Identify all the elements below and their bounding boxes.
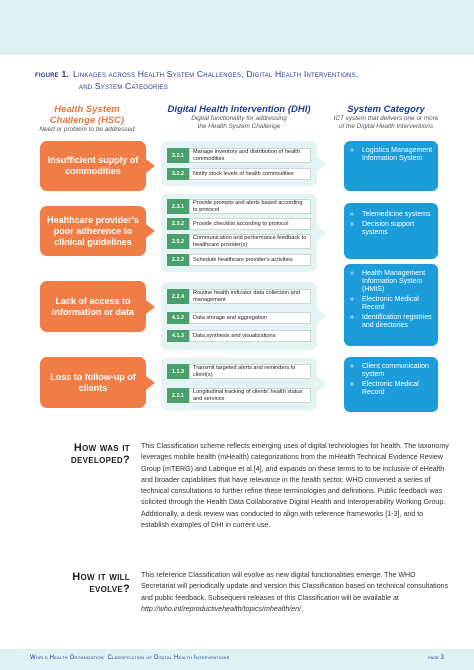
hsc-box: Loss to follow-up of clients	[40, 357, 146, 408]
sys-title: System Category	[347, 104, 425, 115]
dhi-code: 2.3.1	[167, 199, 189, 214]
hsc-subtitle: Need or problem to be addressed	[39, 126, 135, 133]
dhi-title: Digital Health Intervention (DHI)	[167, 104, 311, 115]
dhi-arrow	[317, 156, 326, 172]
chevron-right-icon: »	[350, 270, 354, 277]
hsc-title: Health System	[54, 104, 120, 115]
dhi-text: Notify stock levels of health commodities	[189, 168, 311, 180]
chevron-right-icon: »	[350, 381, 354, 388]
dhi-item	[167, 199, 311, 214]
dhi-text: Data storage and aggregation	[189, 312, 311, 324]
header-band	[0, 0, 474, 55]
system-item: » Identification registries and directories	[350, 314, 432, 329]
hsc-box: Lack of access to information or data	[40, 281, 146, 332]
chevron-right-icon: »	[350, 211, 354, 218]
dhi-item	[167, 254, 311, 266]
dhi-column-header	[163, 104, 315, 131]
dhi-code: 3.2.1	[167, 148, 189, 163]
dhi-arrow	[317, 308, 326, 324]
figure-title-line2: and System Categories	[79, 80, 168, 91]
dhi-item	[167, 218, 311, 230]
dhi-item	[167, 388, 311, 403]
hsc-box: Healthcare provider's poor adherence to clinical guidelines	[40, 206, 146, 256]
dhi-item	[167, 148, 311, 163]
hsc-column-header	[28, 104, 146, 134]
system-item: » Client communication system	[350, 363, 429, 378]
system-item: » Electronic Medical Record	[350, 296, 419, 311]
dhi-text: Routine health indicator data collection and management	[189, 289, 311, 304]
dhi-text: Provide prompts and alerts based according to protocol	[189, 199, 311, 214]
dhi-group	[161, 194, 317, 272]
section-heading	[38, 571, 130, 595]
hsc-arrow	[146, 159, 155, 173]
system-item: » Electronic Medical Record	[350, 381, 419, 396]
page-number: page 3	[428, 655, 444, 661]
system-box	[344, 203, 438, 259]
hsc-arrow	[146, 300, 155, 314]
system-item: » Telemedicine systems	[350, 211, 431, 218]
dhi-code: 3.2.2	[167, 168, 189, 180]
section-heading-line2: developed?	[70, 454, 130, 466]
section-body: This reference Classification will evolve as new digital functionalities emerge. The WHO Secretariat will periodically update and version this Classification based on technical consultations and public feedback. Subsequent releases of this Classification will be available at http://who.int/reproductivehealth/topics/mhealth/en/.	[141, 571, 449, 613]
system-box	[344, 141, 438, 191]
dhi-code: 2.2.4	[167, 289, 189, 304]
system-item: » Logistics Management Information System	[350, 147, 433, 162]
figure-title-line1: Linkages across Health System Challenges, Digital Health Interventions,	[73, 69, 359, 79]
system-box	[344, 357, 438, 412]
reference-link[interactable]: http://who.int/reproductivehealth/topics/mhealth/en/	[141, 604, 302, 613]
footer-doc: Classification of Digital Health Interventions	[107, 655, 230, 661]
dhi-code: 2.2.2	[167, 254, 189, 266]
dhi-code: 2.2.1	[167, 388, 189, 403]
dhi-code: 4.1.2	[167, 312, 189, 324]
sys-subtitle: ICT system that delivers one or more	[333, 115, 439, 122]
system-item: » Decision support systems	[350, 221, 415, 236]
dhi-arrow	[317, 376, 326, 392]
dhi-item	[167, 312, 311, 324]
dhi-text: Data synthesis and visualizations	[189, 330, 311, 342]
dhi-group	[161, 282, 317, 350]
footer-org: World Health Organization	[30, 655, 104, 661]
section-heading-line1: How was it	[73, 442, 130, 454]
chevron-right-icon: »	[350, 147, 354, 154]
dhi-item	[167, 289, 311, 304]
system-item: » Health Management Information System (HMIS)	[350, 270, 426, 293]
chevron-right-icon: »	[350, 363, 354, 370]
section-heading	[38, 442, 130, 466]
dhi-code: 1.1.3	[167, 364, 189, 379]
dhi-text: Longitudinal tracking of clients' health status and services	[189, 388, 311, 403]
dhi-subtitle-2: the Health System Challenge	[197, 122, 281, 130]
section-heading-line2: evolve?	[89, 583, 130, 595]
dhi-code: 2.3.2	[167, 218, 189, 230]
chevron-right-icon: »	[350, 314, 354, 321]
dhi-arrow	[317, 225, 326, 241]
dhi-text: Schedule healthcare provider's activities	[189, 254, 311, 266]
figure-number: figure 1.	[35, 69, 70, 79]
figure-caption	[35, 69, 455, 92]
hsc-title-2: Challenge (HSC)	[49, 115, 125, 126]
footer-title	[30, 655, 230, 661]
dhi-item	[167, 330, 311, 342]
section-body: This Classification scheme reflects emerging uses of digital technologies for health. The taxonomy leverages mobile health (mHealth) categorizations from the mHealth Technical Evidence Review Group (mTERG) and Labrique et al.[4], and expands on these terms to to be inclusive of eHealth and broader capabilities that have relevance in the health sector. WHO convened a series of technical consultations to further refine these terminologies and definitions. Public feedback was solicited through the Health Data Collaborative Digital Health and Interoperability Working Group. Additionally, a desk review was conducted to align with reference frameworks [1-3], and to establish examples of DHI in current use.	[141, 442, 449, 530]
dhi-group	[161, 358, 317, 410]
dhi-code: 2.5.2	[167, 234, 189, 249]
dhi-text: Communication and performance feedback to healthcare provider(s)	[189, 234, 311, 249]
hsc-arrow	[146, 224, 155, 238]
system-box	[344, 264, 438, 346]
chevron-right-icon: »	[350, 221, 354, 228]
dhi-item	[167, 364, 311, 379]
dhi-item	[167, 168, 311, 180]
sys-subtitle-2: of the Digital Health Interventions	[338, 122, 434, 130]
sys-column-header	[326, 104, 446, 131]
dhi-text: Manage inventory and distribution of health commodities	[189, 148, 311, 163]
chevron-right-icon: »	[350, 296, 354, 303]
dhi-code: 4.1.3	[167, 330, 189, 342]
dhi-text: Provide checklist according to protocol	[189, 218, 311, 230]
hsc-arrow	[146, 376, 155, 390]
hsc-box: Insufficient supply of commodities	[40, 141, 146, 191]
dhi-text: Transmit targeted alerts and reminders to client(s)	[189, 364, 311, 379]
dhi-item	[167, 234, 311, 249]
section-heading-line1: How it will	[72, 571, 130, 583]
dhi-subtitle: Digital functionality for addressing	[191, 115, 287, 122]
dhi-group	[161, 141, 317, 186]
